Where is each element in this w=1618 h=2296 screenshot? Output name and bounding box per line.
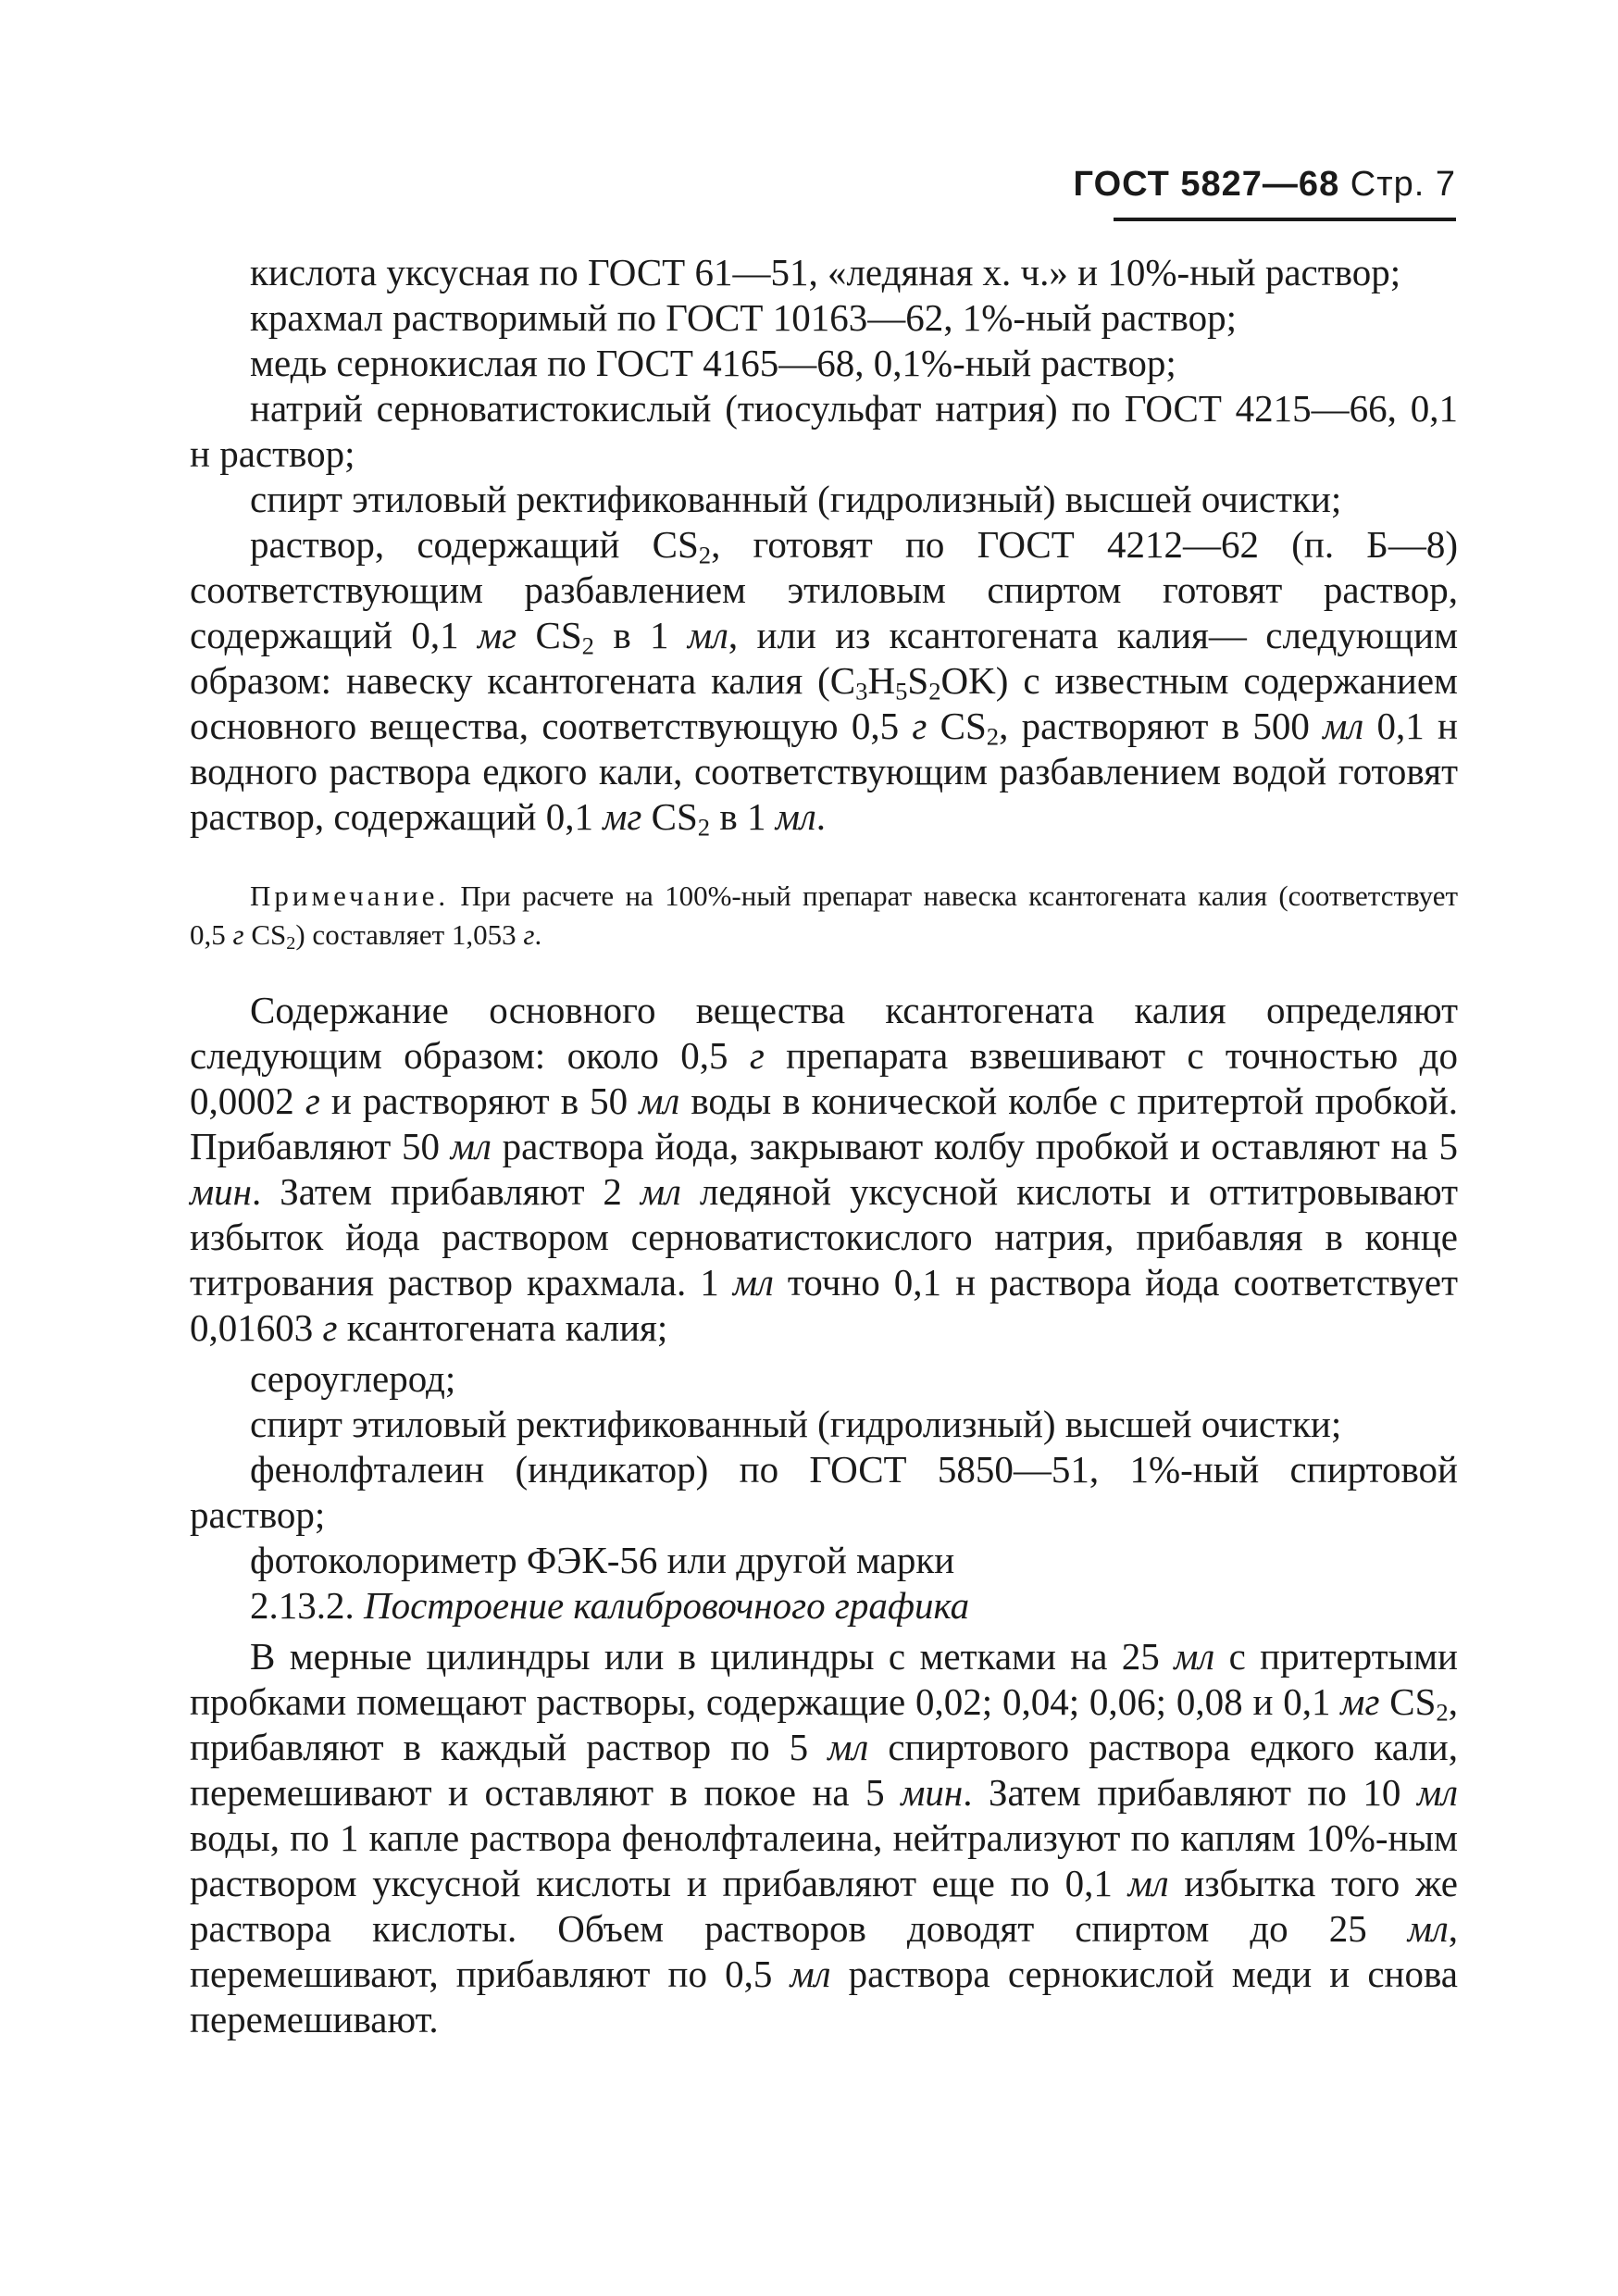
section-number: 2.13.2. (250, 1584, 355, 1627)
content-determination-paragraph: Содержание основного вещества ксантогената калия определяют следующим образом: около 0,5 г препарата взвешивают с точностью до 0,0002 г и растворяют в 50 мл воды в конической колбе с притертой пробкой. Прибавляют 50 мл раствора йода, закрывают колбу пробкой и оставляют на 5 мин. Затем прибавляют 2 мл ледяной уксусной кислоты и оттитровывают избыток йода раствором серноватистокислого натрия, прибавляя в конце титрования раствор крахмала. 1 мл точно 0,1 н раствора йода соответствует 0,01603 г ксантогената калия; (190, 989, 1459, 1349)
list-item: сероуглерод; (250, 1357, 456, 1400)
page-header (1074, 165, 1456, 205)
list-item: фотоколориметр ФЭК-56 или другой марки (250, 1539, 955, 1581)
list-item: крахмал растворимый по ГОСТ 10163—62, 1%-ный раствор; (250, 296, 1237, 339)
body-text (190, 250, 1458, 2042)
list-item: фенолфталеин (индикатор) по ГОСТ 5850—51, 1%-ный спиртовой раствор; (190, 1448, 1458, 1536)
standard-number: ГОСТ 5827—68 (1073, 165, 1340, 204)
list-item: медь сернокислая по ГОСТ 4165—68, 0,1%-ный раствор; (250, 342, 1176, 384)
note-label: Примечание. (250, 880, 450, 912)
calibration-paragraph: В мерные цилиндры или в цилиндры с метками на 25 мл с притертыми пробками помещают растворы, содержащие 0,02; 0,04; 0,06; 0,08 и 0,1 мг $CS_2$, прибавляют в каждый раствор по 5 мл спиртового раствора едкого кали, перемешивают и оставляют в покое на 5 мин. Затем прибавляют по 10 мл воды, по 1 капле раствора фенолфталеина, нейтрализуют по каплям 10%-ным раствором уксусной кислоты и прибавляют еще по 0,1 мл избытка того же раствора кислоты. Объем растворов доводят спиртом до 25 мл, перемешивают, прибавляют по 0,5 мл раствора сернокислой меди и снова перемешивают. (190, 1635, 1459, 2040)
header-rule (1114, 218, 1456, 221)
section-heading (190, 1583, 1458, 1628)
list-item: спирт этиловый ректификованный (гидролизный) высшей очистки; (250, 1403, 1342, 1445)
note-paragraph: Примечание. При расчете на 100%-ный препарат навеска ксантогената калия (соответствует 0,5 г $CS_2$) составляет 1,053 г. (190, 880, 1458, 955)
page-number: Стр. 7 (1350, 165, 1456, 204)
list-item: натрий серноватистокислый (тиосульфат натрия) по ГОСТ 4215—66, 0,1 н раствор; (190, 387, 1458, 475)
section-title: Построение калибровочного графика (364, 1584, 970, 1627)
list-item: кислота уксусная по ГОСТ 61—51, «ледяная х. ч.» и 10%-ный раствор; (250, 251, 1401, 293)
list-item: спирт этиловый ректификованный (гидролизный) высшей очистки; (250, 478, 1342, 520)
cs2-solution-paragraph: раствор, содержащий $CS_2$, готовят по ГОСТ 4212—62 (п. Б—8) соответствующим разбавлением этиловым спиртом готовят раствор, содержащий 0,1 мг $CS_2$ в 1 мл, или из ксантогената калия— следующим образом: навеску ксантогената калия $(C_3H_5S_2OK)$ с известным содержанием основного вещества, соответствующую 0,5 г $CS_2$, растворяют в 500 мл 0,1 н водного раствора едкого кали, соответствующим разбавлением водой готовят раствор, содержащий 0,1 мг $CS_2$ в 1 мл. (190, 523, 1459, 842)
